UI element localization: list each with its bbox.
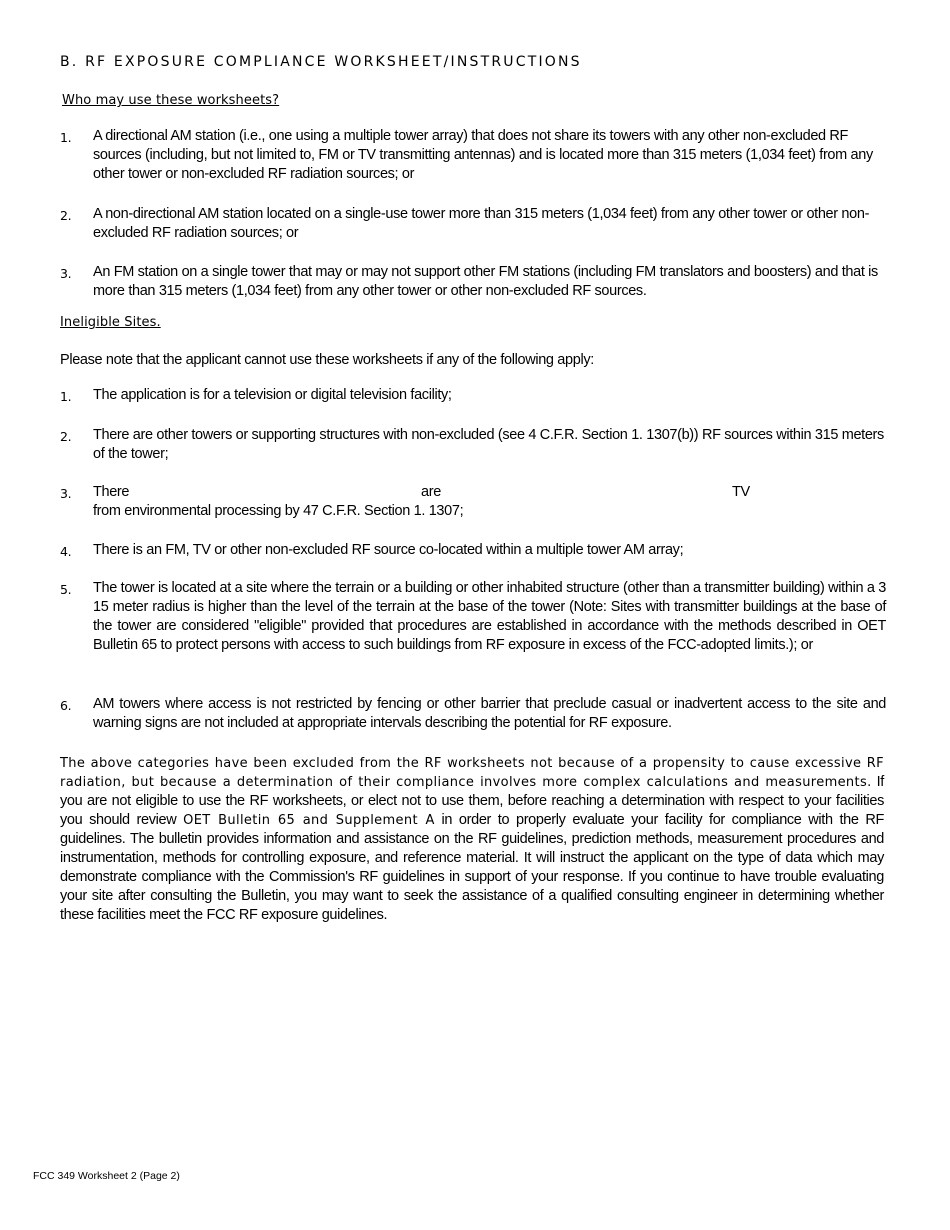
ineligible-item-2	[60, 426, 886, 464]
item-number: 2.	[60, 208, 72, 223]
ineligible-note: Please note that the applicant cannot use these worksheets if any of the following apply:	[60, 352, 594, 368]
item-text: A directional AM station (i.e., one using a multiple tower array) that does not share its towers with any other non-excluded RF sources (including, but not limited to, FM or TV transmitting antennas) and is located more than 315 meters (1,034 feet) from any other tower or non-excluded RF radiation sources; or	[93, 128, 873, 182]
item-number: 4.	[60, 544, 72, 559]
eligible-item-1	[60, 127, 886, 184]
item-text: The tower is located at a site where the terrain or a building or other inhabited structure (other than a transmitter building) within a 3 15 meter radius is higher than the level of the terrain at the base of the tower (Note: Sites with transmitter buildings at the base of the tower are considered "eligible" provided that procedures are established in accordance with the methods described in OET Bulletin 65 to protect persons with access to such buildings from RF exposure in excess of the FCC-adopted limits.); or	[93, 580, 886, 653]
ineligible-item-5	[60, 579, 886, 655]
item-first-line	[93, 483, 886, 502]
item-number: 5.	[60, 582, 72, 597]
who-may-use-heading: Who may use these worksheets?	[62, 93, 280, 108]
item-number: 1.	[60, 130, 72, 145]
closing-text-part: If you are not eligible to use the RF worksheets, or elect not to use them, before reaching a determination with respect to your facilities you should review	[60, 774, 884, 828]
closing-text-part: The above categories have been excluded from the RF worksheets not because of a propensity to cause excessive RF radiation, but because a determination of their compliance involves more complex calculations and measurements.	[60, 756, 884, 790]
item-text: An FM station on a single tower that may or may not support other FM stations (including FM translators and boosters) and that is more than 315 meters (1,034 feet) from any other tower or other non-excluded RF sources.	[93, 264, 878, 299]
item-number: 6.	[60, 698, 72, 713]
item-text: There are other towers or supporting structures with non-excluded (see 4 C.F.R. Section 1. 1307(b)) RF sources within 315 meters of the tower;	[93, 427, 884, 462]
item-text: AM towers where access is not restricted by fencing or other barrier that preclude casual or inadvertent access to the site and warning signs are not included at appropriate intervals describing the potential for RF exposure.	[93, 696, 886, 731]
item-word: TV	[732, 484, 750, 500]
ineligible-item-6	[60, 695, 886, 733]
item-number: 1.	[60, 389, 72, 404]
item-text: The application is for a television or digital television facility;	[93, 387, 452, 403]
section-heading: B. RF EXPOSURE COMPLIANCE WORKSHEET/INSTRUCTIONS	[60, 54, 582, 70]
ineligible-sites-heading: Ineligible Sites.	[60, 315, 161, 330]
ineligible-item-3	[60, 483, 886, 521]
item-text: A non-directional AM station located on a single-use tower more than 315 meters (1,034 feet) from any other tower or other non-excluded RF radiation sources; or	[93, 206, 870, 241]
oet-bulletin-reference: OET Bulletin 65 and Supplement A	[183, 813, 435, 828]
eligible-item-3	[60, 263, 886, 301]
ineligible-item-1	[60, 386, 886, 405]
item-word: There	[93, 484, 130, 500]
eligible-item-2	[60, 205, 886, 243]
item-second-line: from environmental processing by 47 C.F.R. Section 1. 1307;	[93, 503, 464, 519]
item-text: There is an FM, TV or other non-excluded RF source co-located within a multiple tower AM array;	[93, 542, 684, 558]
ineligible-item-4	[60, 541, 886, 560]
closing-text-part: in order to properly evaluate your facility for compliance with the RF guidelines. The bulletin provides information and assistance on the RF guidelines, prediction methods, measurement procedures and instrumentation, methods for controlling exposure, and reference material. It will instruct the applicant on the type of data which may demonstrate compliance with the Commission's RF guidelines in support of your response. If you continue to have trouble evaluating your site after consulting the Bulletin, you may want to seek the assistance of a qualified consulting engineer in determining whether these facilities meet the FCC RF exposure guidelines.	[60, 812, 884, 923]
page-footer: FCC 349 Worksheet 2 (Page 2)	[33, 1170, 180, 1182]
item-number: 3.	[60, 486, 72, 501]
item-number: 2.	[60, 429, 72, 444]
item-number: 3.	[60, 266, 72, 281]
item-word: are	[421, 484, 441, 500]
closing-paragraph	[60, 754, 884, 925]
